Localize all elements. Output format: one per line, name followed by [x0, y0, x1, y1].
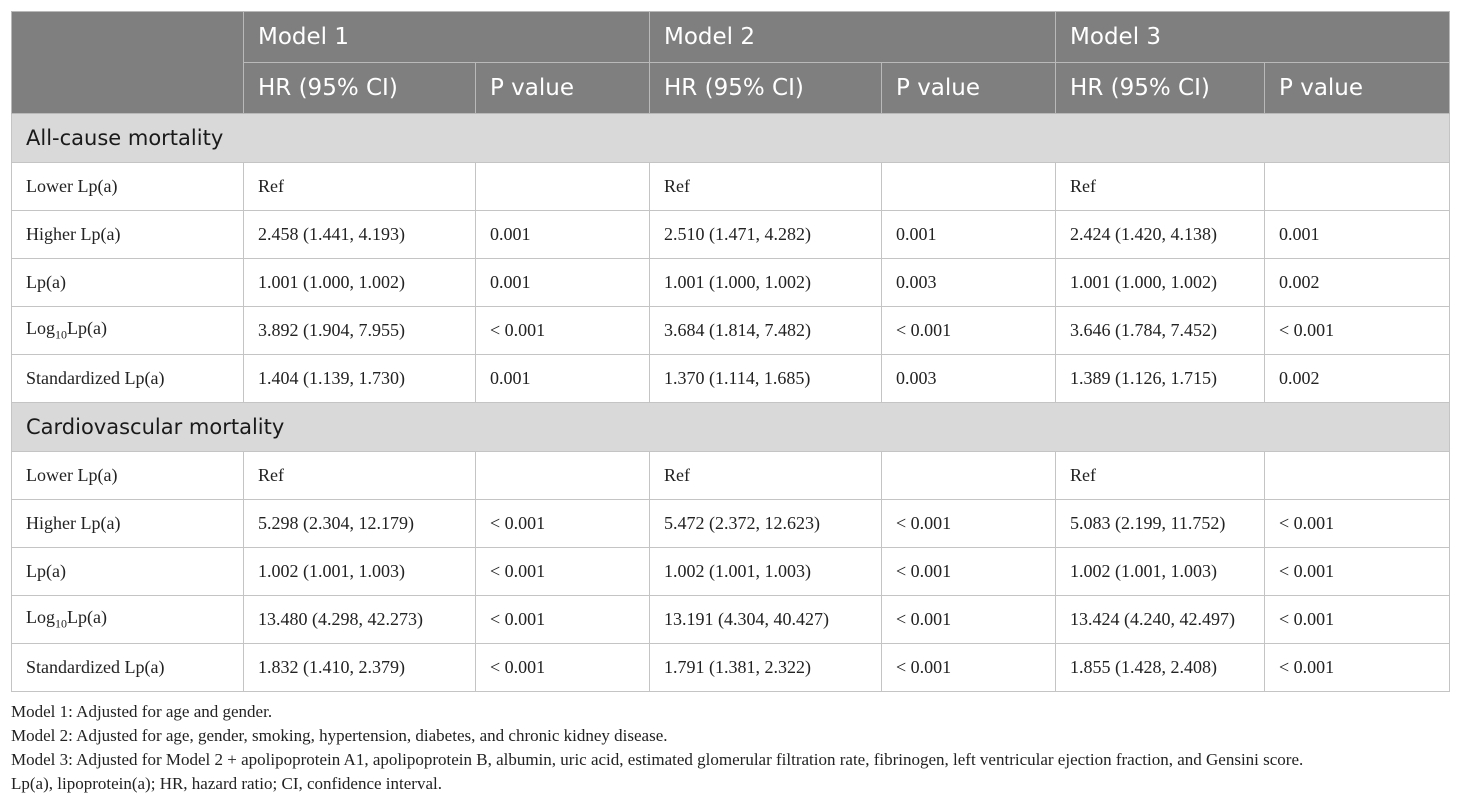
table-row	[12, 596, 1450, 644]
results-table-container	[11, 11, 1449, 692]
p-value-cell: 0.001	[1265, 211, 1450, 259]
hr-cell: 1.001 (1.000, 1.002)	[244, 259, 476, 307]
table-header	[12, 12, 1450, 114]
p-value-cell: < 0.001	[882, 307, 1056, 355]
hr-cell: 13.424 (4.240, 42.497)	[1056, 596, 1265, 644]
hr-cell: Ref	[1056, 163, 1265, 211]
hr-cell: Ref	[244, 452, 476, 500]
row-label-text: Log	[26, 318, 55, 339]
footnote: Model 1: Adjusted for age and gender.	[11, 702, 273, 721]
p-value-cell: < 0.001	[1265, 500, 1450, 548]
p-value-cell	[476, 163, 650, 211]
p-value-cell: < 0.001	[1265, 307, 1450, 355]
p-value-cell: < 0.001	[882, 500, 1056, 548]
section-row	[12, 114, 1450, 163]
p-value-cell	[882, 163, 1056, 211]
hr-cell: Ref	[1056, 452, 1265, 500]
header-model-3: Model 3	[1056, 12, 1450, 63]
hr-cell: 1.404 (1.139, 1.730)	[244, 355, 476, 403]
header-p-label: P value	[476, 63, 650, 114]
hr-cell: 1.002 (1.001, 1.003)	[1056, 548, 1265, 596]
hr-cell: 2.458 (1.441, 4.193)	[244, 211, 476, 259]
p-value-cell	[882, 452, 1056, 500]
hr-cell: 13.191 (4.304, 40.427)	[650, 596, 882, 644]
p-value-cell: < 0.001	[882, 548, 1056, 596]
header-model-2: Model 2	[650, 12, 1056, 63]
hr-cell: 5.083 (2.199, 11.752)	[1056, 500, 1265, 548]
hazard-ratio-table	[11, 11, 1450, 692]
p-value-cell: < 0.001	[476, 644, 650, 692]
p-value-cell: < 0.001	[1265, 644, 1450, 692]
section-title: All-cause mortality	[12, 114, 1450, 163]
p-value-cell	[476, 452, 650, 500]
hr-cell: 2.424 (1.420, 4.138)	[1056, 211, 1265, 259]
p-value-cell: < 0.001	[476, 548, 650, 596]
row-label	[12, 307, 244, 355]
row-label-text: Lp(a)	[67, 318, 107, 339]
p-value-cell: < 0.001	[476, 307, 650, 355]
hr-cell: 1.389 (1.126, 1.715)	[1056, 355, 1265, 403]
p-value-cell: 0.002	[1265, 259, 1450, 307]
footnote: Model 3: Adjusted for Model 2 + apolipoprotein A1, apolipoprotein B, albumin, uric acid, estimated glomerular filtration rate, fibrinogen, left ventricular ejection fraction, and Gensini score.	[11, 750, 1304, 769]
table-body	[12, 114, 1450, 692]
p-value-cell: < 0.001	[1265, 596, 1450, 644]
hr-cell: 2.510 (1.471, 4.282)	[650, 211, 882, 259]
header-hr-label: HR (95% CI)	[244, 63, 476, 114]
table-row	[12, 211, 1450, 259]
footnote: Lp(a), lipoprotein(a); HR, hazard ratio; CI, confidence interval.	[11, 774, 442, 793]
row-label: Higher Lp(a)	[12, 500, 244, 548]
hr-cell: Ref	[244, 163, 476, 211]
row-label-text: Log	[26, 607, 55, 628]
header-p-label: P value	[1265, 63, 1450, 114]
p-value-cell: < 0.001	[476, 596, 650, 644]
p-value-cell: 0.001	[476, 355, 650, 403]
row-label: Lp(a)	[12, 548, 244, 596]
p-value-cell: 0.001	[476, 211, 650, 259]
hr-cell: Ref	[650, 452, 882, 500]
hr-cell: 1.832 (1.410, 2.379)	[244, 644, 476, 692]
p-value-cell	[1265, 163, 1450, 211]
row-label-text: Lp(a)	[67, 607, 107, 628]
p-value-cell: 0.002	[1265, 355, 1450, 403]
footnotes	[11, 700, 1303, 796]
row-label	[12, 596, 244, 644]
hr-cell: 5.472 (2.372, 12.623)	[650, 500, 882, 548]
p-value-cell: 0.001	[882, 211, 1056, 259]
table-row	[12, 644, 1450, 692]
header-hr-label: HR (95% CI)	[1056, 63, 1265, 114]
hr-cell: 13.480 (4.298, 42.273)	[244, 596, 476, 644]
section-row	[12, 403, 1450, 452]
p-value-cell: < 0.001	[1265, 548, 1450, 596]
row-label: Lp(a)	[12, 259, 244, 307]
row-label: Standardized Lp(a)	[12, 644, 244, 692]
hr-cell: 1.001 (1.000, 1.002)	[1056, 259, 1265, 307]
footnote: Model 2: Adjusted for age, gender, smoking, hypertension, diabetes, and chronic kidney disease.	[11, 726, 668, 745]
hr-cell: 3.684 (1.814, 7.482)	[650, 307, 882, 355]
table-row	[12, 259, 1450, 307]
hr-cell: 5.298 (2.304, 12.179)	[244, 500, 476, 548]
hr-cell: Ref	[650, 163, 882, 211]
row-label: Lower Lp(a)	[12, 452, 244, 500]
row-label: Lower Lp(a)	[12, 163, 244, 211]
hr-cell: 1.001 (1.000, 1.002)	[650, 259, 882, 307]
row-label-subscript: 10	[55, 327, 67, 342]
table-row	[12, 548, 1450, 596]
table-row	[12, 307, 1450, 355]
table-row	[12, 500, 1450, 548]
row-label-subscript: 10	[55, 616, 67, 631]
p-value-cell: 0.001	[476, 259, 650, 307]
p-value-cell: < 0.001	[476, 500, 650, 548]
header-model-1: Model 1	[244, 12, 650, 63]
hr-cell: 1.002 (1.001, 1.003)	[650, 548, 882, 596]
p-value-cell: 0.003	[882, 355, 1056, 403]
hr-cell: 3.892 (1.904, 7.955)	[244, 307, 476, 355]
table-row	[12, 452, 1450, 500]
p-value-cell: 0.003	[882, 259, 1056, 307]
header-hr-label: HR (95% CI)	[650, 63, 882, 114]
hr-cell: 1.855 (1.428, 2.408)	[1056, 644, 1265, 692]
row-label: Higher Lp(a)	[12, 211, 244, 259]
hr-cell: 1.002 (1.001, 1.003)	[244, 548, 476, 596]
p-value-cell: < 0.001	[882, 596, 1056, 644]
header-p-label: P value	[882, 63, 1056, 114]
section-title: Cardiovascular mortality	[12, 403, 1450, 452]
table-row	[12, 355, 1450, 403]
hr-cell: 3.646 (1.784, 7.452)	[1056, 307, 1265, 355]
p-value-cell	[1265, 452, 1450, 500]
table-row	[12, 163, 1450, 211]
row-label: Standardized Lp(a)	[12, 355, 244, 403]
hr-cell: 1.370 (1.114, 1.685)	[650, 355, 882, 403]
hr-cell: 1.791 (1.381, 2.322)	[650, 644, 882, 692]
header-corner	[12, 12, 244, 114]
p-value-cell: < 0.001	[882, 644, 1056, 692]
